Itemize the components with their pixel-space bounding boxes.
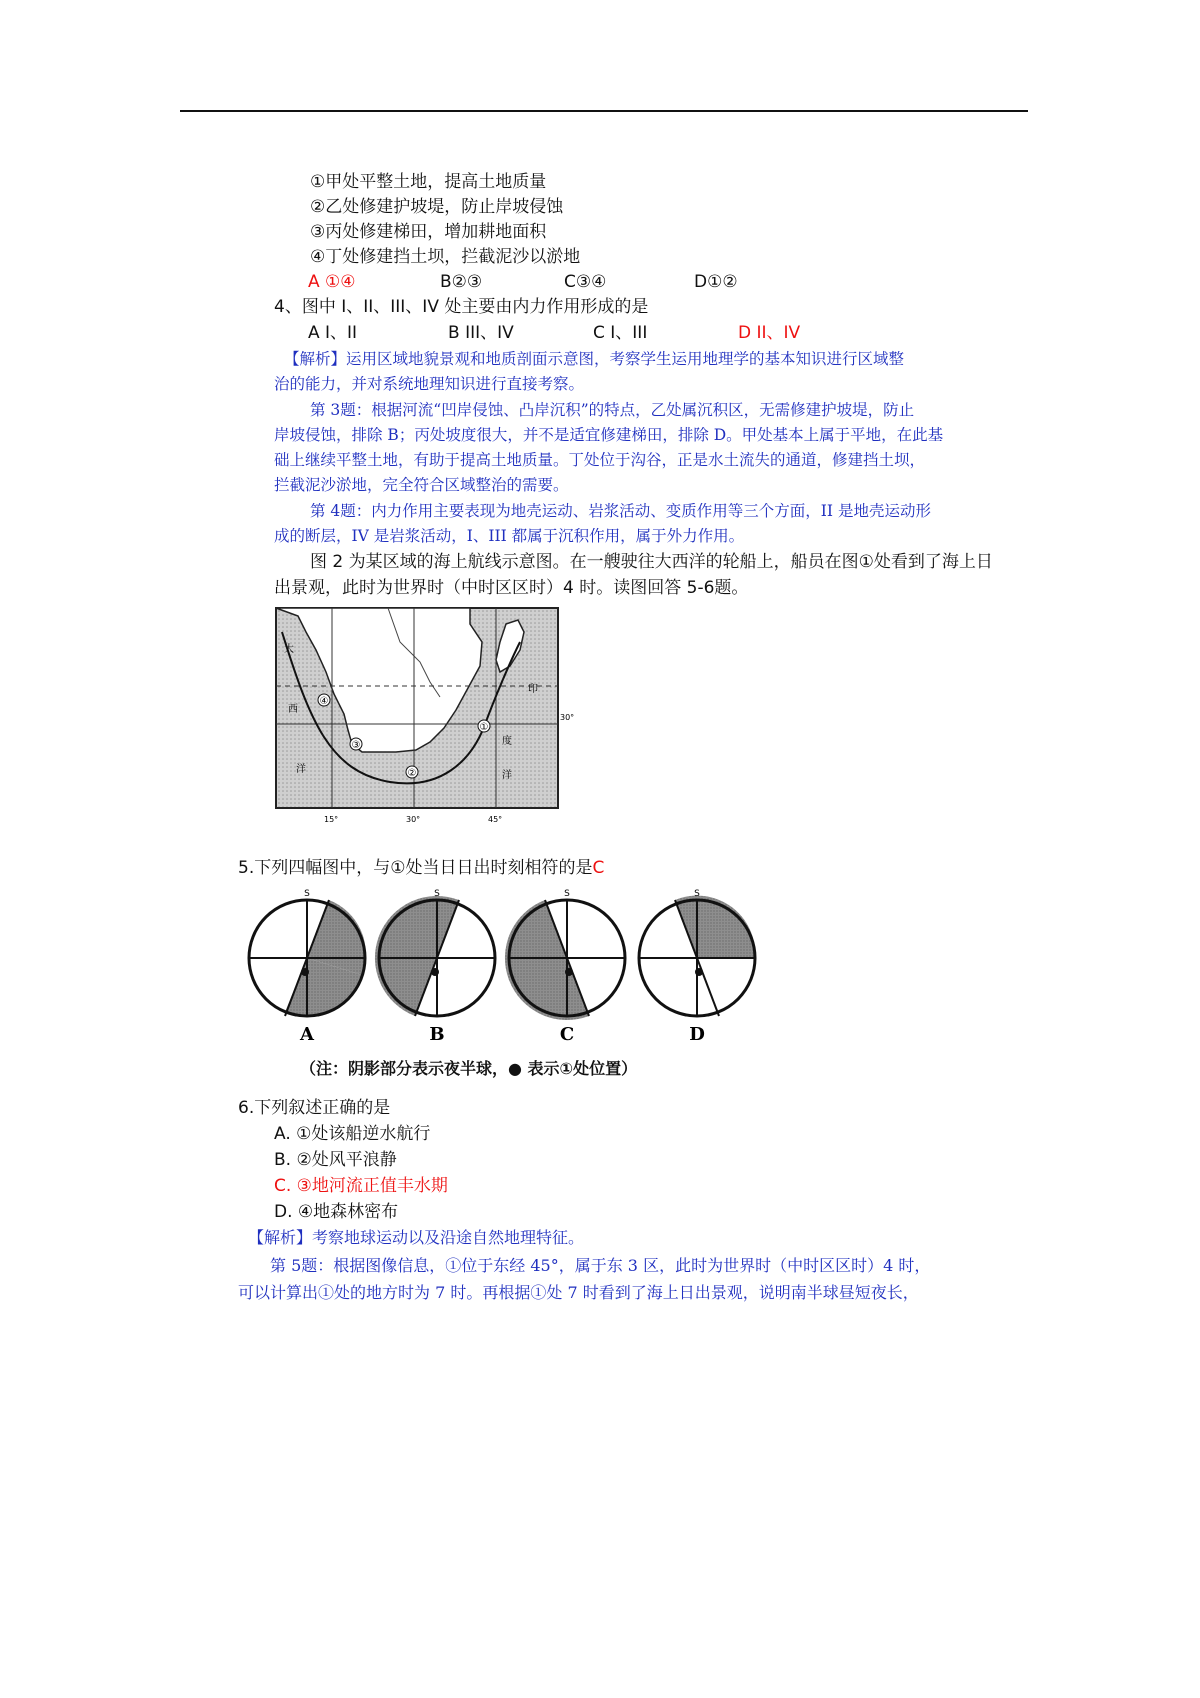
q4-option-b: B III、IV <box>448 323 514 343</box>
atlantic-label-2: 西 <box>288 704 298 715</box>
lon-label-30: 30° <box>406 815 421 824</box>
diagram-c-label: C <box>559 1024 575 1045</box>
q6-title: 6.下列叙述正确的是 <box>238 1098 391 1118</box>
q4-option-d: D II、IV <box>738 323 801 343</box>
atlantic-label-1: 大 <box>284 644 294 655</box>
atlantic-label-3: 洋 <box>296 764 306 775</box>
q3-option-c: C③④ <box>564 272 607 292</box>
diagram-b <box>375 889 495 1045</box>
lon-label-45: 45° <box>488 815 503 824</box>
q5-answer: C <box>592 858 605 878</box>
q3-item-3: ③丙处修建梯田，增加耕地面积 <box>310 222 547 242</box>
q6-option-a: A. ①处该船逆水航行 <box>274 1124 431 1144</box>
analysis-1-line-8: 成的断层，IV 是岩浆活动，I、III 都属于沉积作用，属于外力作用。 <box>274 527 745 545</box>
q4-title: 4、图中 I、II、III、IV 处主要由内力作用形成的是 <box>274 297 649 317</box>
route-map <box>270 602 575 828</box>
diagram-c-pole: S <box>564 889 570 899</box>
q3-item-1: ①甲处平整土地，提高土地质量 <box>310 172 547 192</box>
lon-label-15: 15° <box>324 815 339 824</box>
intro-line-1: 图 2 为某区域的海上航线示意图。在一艘驶往大西洋的轮船上，船员在图①处看到了海上日 <box>310 552 993 572</box>
analysis-2-line-2: 第 5题：根据图像信息，①位于东经 45°，属于东 3 区，此时为世界时（中时区区时）4 时， <box>270 1256 931 1275</box>
q4-options <box>308 321 800 345</box>
analysis-1-line-2: 治的能力，并对系统地理知识进行直接考察。 <box>274 375 585 393</box>
analysis-1-line-4: 岸坡侵蚀，排除 B；丙处坡度很大，并不是适宜修建梯田，排除 D。甲处基本上属于平地，在此基 <box>274 426 944 444</box>
diagram-b-pole: S <box>434 889 440 899</box>
q3-option-a: A ①④ <box>308 272 356 292</box>
intro-line-2: 出景观，此时为世界时（中时区区时）4 时。读图回答 5-6题。 <box>274 578 749 598</box>
point-3-label: ③ <box>351 740 361 751</box>
diagram-a <box>249 889 366 1045</box>
analysis-1-line-1: 【解析】运用区域地貌景观和地质剖面示意图，考察学生运用地理学的基本知识进行区域整 <box>284 350 905 368</box>
diagram-d <box>639 889 755 1045</box>
diagram-note: （注：阴影部分表示夜半球，● 表示①处位置） <box>300 1059 638 1078</box>
point-2-label: ② <box>407 768 417 779</box>
analysis-1-line-6: 拦截泥沙淤地，完全符合区域整治的需要。 <box>274 476 569 494</box>
q4-option-a: A I、II <box>308 323 358 343</box>
diagram-c <box>505 889 625 1045</box>
diagram-b-label: B <box>429 1024 445 1045</box>
q6-option-b: B. ②处风平浪静 <box>274 1150 397 1170</box>
analysis-1-line-3: 第 3题：根据河流“凹岸侵蚀、凸岸沉积”的特点，乙处属沉积区，无需修建护坡堤，防止 <box>310 401 915 419</box>
q6-option-c: C. ③地河流正值丰水期 <box>274 1176 448 1196</box>
analysis-2-line-3: 可以计算出①处的地方时为 7 时。再根据①处 7 时看到了海上日出景观，说明南半球昼短夜长， <box>238 1283 919 1302</box>
header-rule <box>180 110 1028 112</box>
analysis-1-line-7: 第 4题：内力作用主要表现为地壳运动、岩浆活动、变质作用等三个方面，II 是地壳运动形 <box>310 502 931 520</box>
indian-label-3: 洋 <box>502 770 512 781</box>
point-4-label: ④ <box>319 696 329 707</box>
indian-label-1: 印 <box>528 684 538 695</box>
point-1-label: ① <box>479 722 489 733</box>
indian-label-2: 度 <box>502 736 512 747</box>
lat-label-30: 30° <box>560 713 575 722</box>
q5-title-text: 5.下列四幅图中，与①处当日日出时刻相符的是 <box>238 858 593 878</box>
q3-options <box>308 270 738 294</box>
analysis-1-line-5: 础上继续平整土地，有助于提高土地质量。丁处位于沟谷，正是水土流失的通道，修建挡土坝， <box>274 451 926 469</box>
q3-option-b: B②③ <box>440 272 483 292</box>
day-night-diagrams <box>245 868 765 1044</box>
analysis-2-line-1: 【解析】考察地球运动以及沿途自然地理特征。 <box>248 1228 585 1247</box>
q4-option-c: C I、III <box>593 323 648 343</box>
q3-item-4: ④丁处修建挡土坝，拦截泥沙以淤地 <box>310 247 581 267</box>
q6-option-d: D. ④地森林密布 <box>274 1202 399 1222</box>
diagram-a-label: A <box>300 1024 314 1045</box>
diagram-a-pole: S <box>304 889 310 899</box>
q3-item-2: ②乙处修建护坡堤，防止岸坡侵蚀 <box>310 197 564 217</box>
diagram-d-label: D <box>689 1024 705 1045</box>
diagram-d-pole: S <box>694 889 700 899</box>
q3-option-d: D①② <box>694 272 738 292</box>
